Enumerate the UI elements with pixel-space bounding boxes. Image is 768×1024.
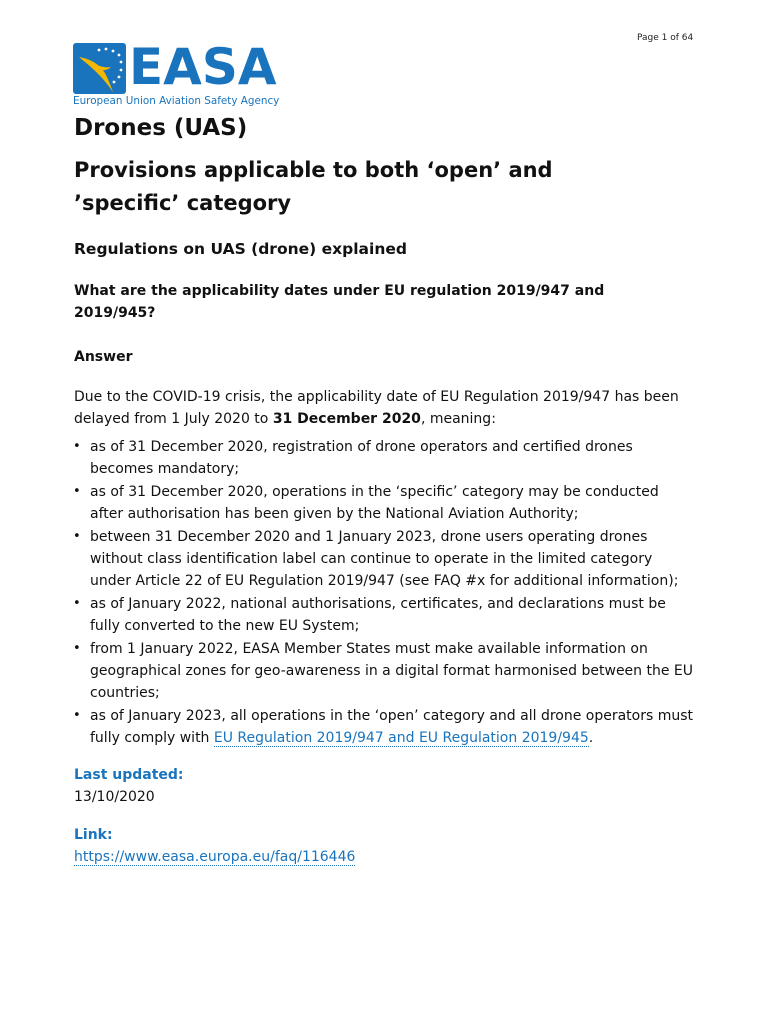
list-item: • between 31 December 2020 and 1 January 2023, drone users operating drones without class identification label can continue to operate in the limited category under Article 22 of EU Regulation 2019/947 (see FAQ #x for additional information); xyxy=(74,526,694,593)
page-indicator: Page 1 of 64 xyxy=(637,33,694,43)
list-item-end: . xyxy=(588,730,594,747)
last-updated-label: Last updated: xyxy=(74,766,184,783)
answer-label: Answer xyxy=(74,349,133,365)
section-title: Provisions applicable to both ‘open’ and ’specific’ category xyxy=(74,158,553,215)
regulation-link[interactable]: EU Regulation 2019/947 and EU Regulation 2019/945 xyxy=(213,730,589,747)
logo-wordmark: EASA xyxy=(129,38,277,96)
list-item-text: as of January 2023, all operations in the ‘open’ category and all drone operators must fully comply with xyxy=(90,707,694,747)
last-updated-block xyxy=(74,764,704,808)
intro-text: Due to the COVID-19 crisis, the applicability date of EU Regulation 2019/947 has been delayed from 1 July 2020 to xyxy=(74,389,679,427)
easa-emblem-icon xyxy=(73,43,126,94)
document-body xyxy=(74,112,704,868)
link-block xyxy=(74,824,704,868)
list-item: • from 1 January 2022, EASA Member States must make available information on geographical zones for geo-awareness in a digital format harmonised between the EU countries; xyxy=(74,638,694,705)
list-item: • as of 31 December 2020, registration of drone operators and certified drones becomes mandatory; xyxy=(74,436,694,481)
list-item xyxy=(74,705,694,750)
faq-url-link[interactable]: https://www.easa.europa.eu/faq/116446 xyxy=(74,848,356,865)
answer-intro xyxy=(74,386,694,430)
applicability-list xyxy=(74,436,694,750)
last-updated-value: 13/10/2020 xyxy=(74,788,155,805)
list-item: • as of 31 December 2020, operations in the ‘specific’ category may be conducted after authorisation has been given by the National Aviation Authority; xyxy=(74,481,694,526)
link-label: Link: xyxy=(74,826,113,843)
easa-logo xyxy=(73,38,283,111)
intro-text-end: , meaning: xyxy=(420,411,496,427)
faq-question: What are the applicability dates under EU regulation 2019/947 and 2019/945? xyxy=(74,283,605,321)
page-title: Drones (UAS) xyxy=(74,115,248,141)
list-item: • as of January 2022, national authorisations, certificates, and declarations must be fully converted to the new EU System; xyxy=(74,593,694,638)
logo-subtitle: European Union Aviation Safety Agency xyxy=(73,95,280,107)
subsection-title: Regulations on UAS (drone) explained xyxy=(74,240,407,258)
intro-bold-date: 31 December 2020 xyxy=(272,411,421,427)
